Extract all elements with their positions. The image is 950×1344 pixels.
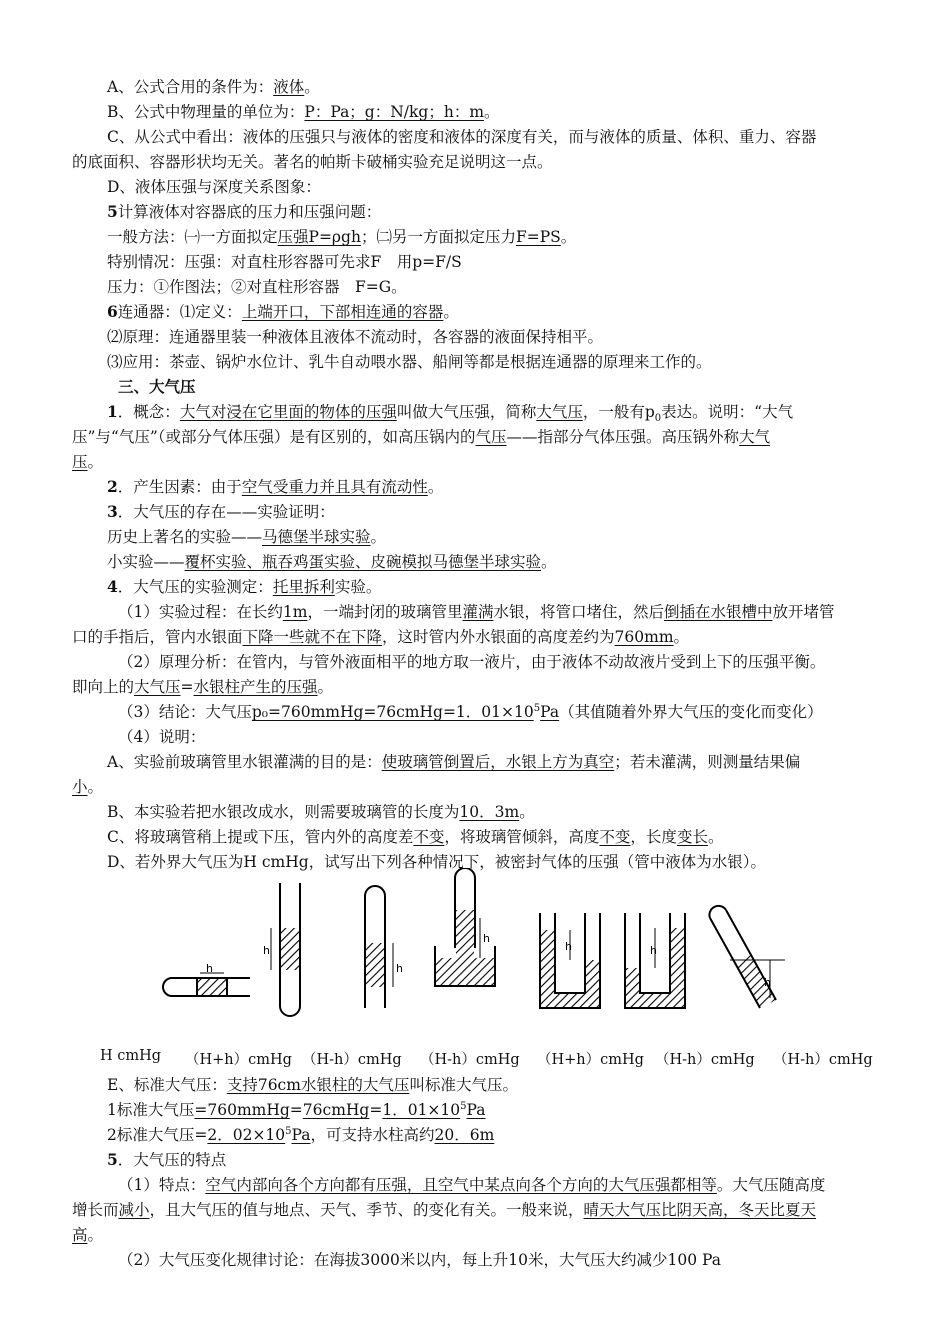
text-run: 压力：①作图法；②对直柱形容器 F=G。 — [107, 278, 407, 296]
text-run: D、若外界大气压为H cmHg，试写出下列各种情况下，被密封气体的压强（管中液体为水银）。 — [107, 853, 766, 871]
text-line — [107, 800, 950, 824]
bold-text: 1 — [107, 402, 118, 421]
text-line — [118, 600, 950, 624]
underlined-answer: 液体 — [273, 78, 305, 96]
figure-u-tube-a — [540, 913, 600, 1008]
underlined-answer: 上端开口，下部相连通的容器 — [241, 303, 444, 321]
figure-horizontal-tube — [163, 962, 250, 996]
underlined-answer: Pa — [540, 703, 560, 721]
underlined-answer: 马德堡半球实验 — [262, 528, 371, 546]
height-label: h — [650, 944, 657, 957]
underlined-answer: 空气受重力并且具有流动性 — [241, 478, 428, 496]
text-line — [107, 475, 950, 499]
underlined-answer: Pa — [291, 1126, 311, 1144]
text-line — [72, 675, 950, 699]
superscript: 5 — [285, 1125, 292, 1137]
text-run: 。 — [317, 678, 334, 696]
figure-tube-in-trough — [435, 868, 495, 986]
underlined-answer: 支持76cm水银柱的大气压 — [226, 1076, 410, 1094]
text-run: A、实验前玻璃管里水银灌满的目的是： — [107, 753, 382, 771]
text-run: 口的手指后，管内水银面 — [72, 628, 243, 646]
text-line — [118, 725, 950, 749]
underlined-answer: 10．3m — [459, 803, 520, 821]
underlined-answer: 2．02×10 — [207, 1126, 286, 1144]
text-run: （其值随着外界大气压的变化而变化） — [559, 703, 823, 721]
text-run: 压”与“气压”（或部分气体压强）是有区别的，如高压锅内的 — [72, 428, 476, 446]
underlined-answer: F=PS — [515, 228, 561, 246]
underlined-answer: 小 — [72, 778, 88, 796]
text-run: ⑶应用：茶壶、锅炉水位计、乳牛自动喂水器、船闸等都是根据连通器的原理来工作的。 — [107, 353, 712, 371]
text-line — [118, 1173, 950, 1197]
text-run: 。 — [427, 478, 444, 496]
text-line — [107, 1098, 950, 1122]
text-run: 。 — [87, 778, 104, 796]
underlined-answer: 空气内部向各个方向都有压强，且空气中某点向各个方向的大气压强都相等 — [205, 1176, 717, 1194]
text-run: 放开堵管 — [772, 603, 835, 621]
text-line — [107, 1073, 950, 1097]
bold-text: 5 — [107, 1150, 118, 1169]
text-run: ，一端封闭的玻璃管里 — [307, 603, 463, 621]
text-run: ．产生因素：由于 — [117, 478, 242, 496]
text-line — [107, 275, 950, 299]
text-run: 。 — [87, 453, 104, 471]
figure-caption: （H+h）cmHg — [537, 1052, 644, 1068]
underlined-answer: 压强P=ρgh — [277, 228, 361, 246]
underlined-answer: 20．6m — [434, 1126, 495, 1144]
text-run: ．大气压的实验测定： — [117, 578, 273, 596]
bold-text: 6 — [107, 302, 118, 321]
figure-caption: （H-h）cmHg — [773, 1052, 873, 1068]
text-line — [72, 775, 950, 799]
text-run: ．概念： — [117, 403, 180, 421]
text-line — [107, 75, 950, 99]
bold-text: 4 — [107, 577, 118, 596]
underlined-answer: 大气 — [739, 428, 771, 446]
text-run: D、液体压强与深度关系图象： — [107, 178, 321, 196]
figure-vertical-tube-up — [263, 883, 300, 1016]
text-run: （2）大气压变化规律讨论：在海拔3000米以内，每上升10米，大气压大约减少100 Pa — [118, 1251, 722, 1269]
text-line — [72, 150, 950, 174]
figure-tilted-tube — [709, 906, 785, 1008]
text-run: （3）结论：大气压 — [118, 703, 252, 721]
underlined-answer: 水银柱产生的压强 — [193, 678, 318, 696]
bold-text: 5 — [107, 202, 118, 221]
underlined-answer: p₀=760mmHg=76cmHg=1．01×10 — [251, 703, 534, 721]
text-run: 实验。 — [334, 578, 382, 596]
text-line — [107, 825, 950, 849]
height-label: h — [263, 944, 270, 957]
height-label: h — [565, 940, 572, 953]
text-run: 一般方法：㈠一方面拟定 — [107, 228, 278, 246]
text-run: 。 — [87, 1226, 104, 1244]
text-run: ；㈡另一方面拟定压力 — [360, 228, 516, 246]
text-line — [107, 500, 950, 524]
height-label: h — [396, 962, 403, 975]
text-line — [107, 550, 950, 574]
text-run: 。 — [519, 803, 535, 821]
text-run: = — [180, 678, 194, 696]
figure-vertical-tube-down — [365, 886, 403, 1008]
text-line — [72, 625, 950, 649]
text-run: ．大气压的存在——实验证明： — [117, 503, 335, 521]
text-run: ．大气压的特点 — [117, 1151, 227, 1169]
text-line — [118, 1248, 950, 1272]
text-run: ；若未灌满，则测量结果偏 — [614, 753, 801, 771]
figure-captions — [0, 1048, 950, 1072]
height-label: h — [483, 932, 490, 945]
figure-caption: （H-h）cmHg — [655, 1052, 755, 1068]
text-run: 。 — [560, 228, 577, 246]
bold-text: 2 — [107, 477, 118, 496]
text-run: ，这时管内外水银面的高度差约为 — [382, 628, 615, 646]
text-run: 增长而 — [72, 1201, 119, 1219]
text-run: C、将玻璃管稍上提或下压，管内外的高度差 — [107, 828, 414, 846]
underlined-answer: 覆杯实验、瓶吞鸡蛋实验、皮碗模拟马德堡半球实验 — [184, 553, 542, 571]
text-run: 1标准大气压 — [107, 1101, 195, 1119]
text-run: ——指部分气体压强。高压锅外称 — [506, 428, 740, 446]
figure-caption: （H+h）cmHg — [185, 1052, 292, 1068]
text-run: 。大气压随高度 — [716, 1176, 826, 1194]
text-line — [107, 1148, 950, 1172]
text-run: 计算液体对容器底的压力和压强问题： — [117, 203, 382, 221]
text-line — [118, 650, 950, 674]
text-run: 的底面积、容器形状均无关。著名的帕斯卡破桶实验充足说明这一点。 — [72, 153, 553, 171]
text-line — [107, 300, 950, 324]
text-run: 叫做大气压强，简称 — [396, 403, 537, 421]
text-run: C、从公式中看出：液体的压强只与液体的密度和液体的深度有关，而与液体的质量、体积、重力、容器 — [107, 128, 817, 146]
text-run: （1）特点： — [118, 1176, 206, 1194]
text-run: （4）说明： — [118, 728, 206, 746]
underlined-answer: 变长 — [676, 828, 708, 846]
text-line — [118, 700, 950, 724]
underlined-answer: 灌满 — [462, 603, 494, 621]
text-line — [107, 350, 950, 374]
sealed-gas-pressure-figures — [150, 868, 890, 1028]
text-run: 。 — [370, 528, 387, 546]
text-run: 历史上著名的实验—— — [107, 528, 263, 546]
text-line — [107, 175, 950, 199]
text-run: ，可支持水柱高约 — [310, 1126, 435, 1144]
underlined-answer: 1m — [282, 603, 308, 621]
figure-caption: （H-h）cmHg — [302, 1052, 402, 1068]
text-run: 水银，将管口堵住，然后 — [493, 603, 664, 621]
text-run: 叫标准大气压。 — [409, 1076, 518, 1094]
figure-caption: H cmHg — [100, 1048, 162, 1064]
text-line — [107, 1123, 950, 1147]
underlined-answer: 76cmHg — [302, 1101, 370, 1119]
text-run: B、公式中物理量的单位为： — [107, 103, 305, 121]
bold-text: 3 — [107, 502, 118, 521]
subscript: 0 — [654, 413, 662, 425]
text-run: ，将玻璃管倾斜，高度 — [444, 828, 600, 846]
underlined-answer: 倒插在水银槽中 — [663, 603, 773, 621]
text-line — [72, 450, 950, 474]
text-run: = — [289, 1101, 303, 1119]
text-run: （2）原理分析：在管内，与管外液面相平的地方取一液片，由于液体不动故液片受到上下的压强平衡。 — [118, 653, 826, 671]
underlined-answer: P：Pa；g：N/kg；h：m — [304, 103, 485, 121]
text-run: （1）实验过程：在长约 — [118, 603, 283, 621]
text-run: 即向上的 — [72, 678, 135, 696]
text-line — [72, 1223, 950, 1247]
underlined-answer: 不变 — [599, 828, 631, 846]
text-line — [107, 100, 950, 124]
underlined-answer: 减小 — [118, 1201, 150, 1219]
underlined-answer: 托里拆利 — [272, 578, 335, 596]
text-line — [107, 200, 950, 224]
text-line — [107, 750, 950, 774]
underlined-answer: 大气压 — [134, 678, 181, 696]
superscript: 5 — [460, 1100, 467, 1112]
text-run: 。 — [304, 78, 320, 96]
text-run: 表达。说明：“大气 — [661, 403, 794, 421]
height-label: h — [764, 976, 771, 989]
bold-text: 三、大气压 — [118, 377, 196, 396]
text-run: 。 — [484, 103, 500, 121]
underlined-answer: 大气对浸在它里面的物体的压强 — [179, 403, 397, 421]
text-run: E、标准大气压： — [107, 1076, 227, 1094]
text-line — [107, 250, 950, 274]
text-run: 特别情况：压强：对直柱形容器可先求F 用p=F/S — [107, 253, 462, 271]
underlined-answer: 下降一些就不在下降 — [242, 628, 383, 646]
text-line — [107, 225, 950, 249]
text-run: ⑵原理：连通器里装一种液体且液体不流动时，各容器的液面保持相平。 — [107, 328, 604, 346]
text-line — [107, 125, 950, 149]
underlined-answer: 晴天大气压比阴天高，冬天比夏天 — [583, 1201, 817, 1219]
text-run: 。 — [707, 828, 724, 846]
text-run: 2标准大气压= — [107, 1126, 208, 1144]
underlined-answer: Pa — [466, 1101, 486, 1119]
text-run: = — [369, 1101, 383, 1119]
text-run: B、本实验若把水银改成水，则需要玻璃管的长度为 — [107, 803, 460, 821]
underlined-answer: =760mmHg — [194, 1101, 290, 1119]
figure-u-tube-b — [625, 913, 685, 1008]
underlined-answer: 压 — [72, 453, 88, 471]
underlined-answer: 大气压 — [536, 403, 583, 421]
text-line — [107, 575, 950, 599]
text-run: ，一般有p — [582, 403, 655, 421]
text-line — [107, 325, 950, 349]
underlined-answer: 使玻璃管倒置后，水银上方为真空 — [381, 753, 615, 771]
text-run: 连通器：⑴定义： — [117, 303, 242, 321]
underlined-answer: 760mm — [614, 628, 674, 646]
text-line — [118, 375, 950, 399]
text-run: 小实验—— — [107, 553, 185, 571]
figure-caption: （H-h）cmHg — [420, 1052, 520, 1068]
underlined-answer: 1．01×10 — [382, 1101, 461, 1119]
text-run: 。 — [541, 553, 557, 571]
text-line — [72, 1198, 950, 1222]
underlined-answer: 不变 — [413, 828, 445, 846]
text-run: ，且大气压的值与地点、天气、季节、的变化有关。一般来说， — [149, 1201, 584, 1219]
underlined-answer: 高 — [72, 1226, 88, 1244]
superscript: 5 — [533, 702, 541, 714]
underlined-answer: 气压 — [475, 428, 507, 446]
text-line — [72, 425, 950, 449]
text-run: ，长度 — [630, 828, 677, 846]
text-line — [107, 525, 950, 549]
text-run: A、公式合用的条件为： — [107, 78, 274, 96]
text-run: 。 — [443, 303, 459, 321]
height-label: h — [206, 962, 213, 975]
text-run: 。 — [673, 628, 690, 646]
text-line — [107, 400, 950, 424]
